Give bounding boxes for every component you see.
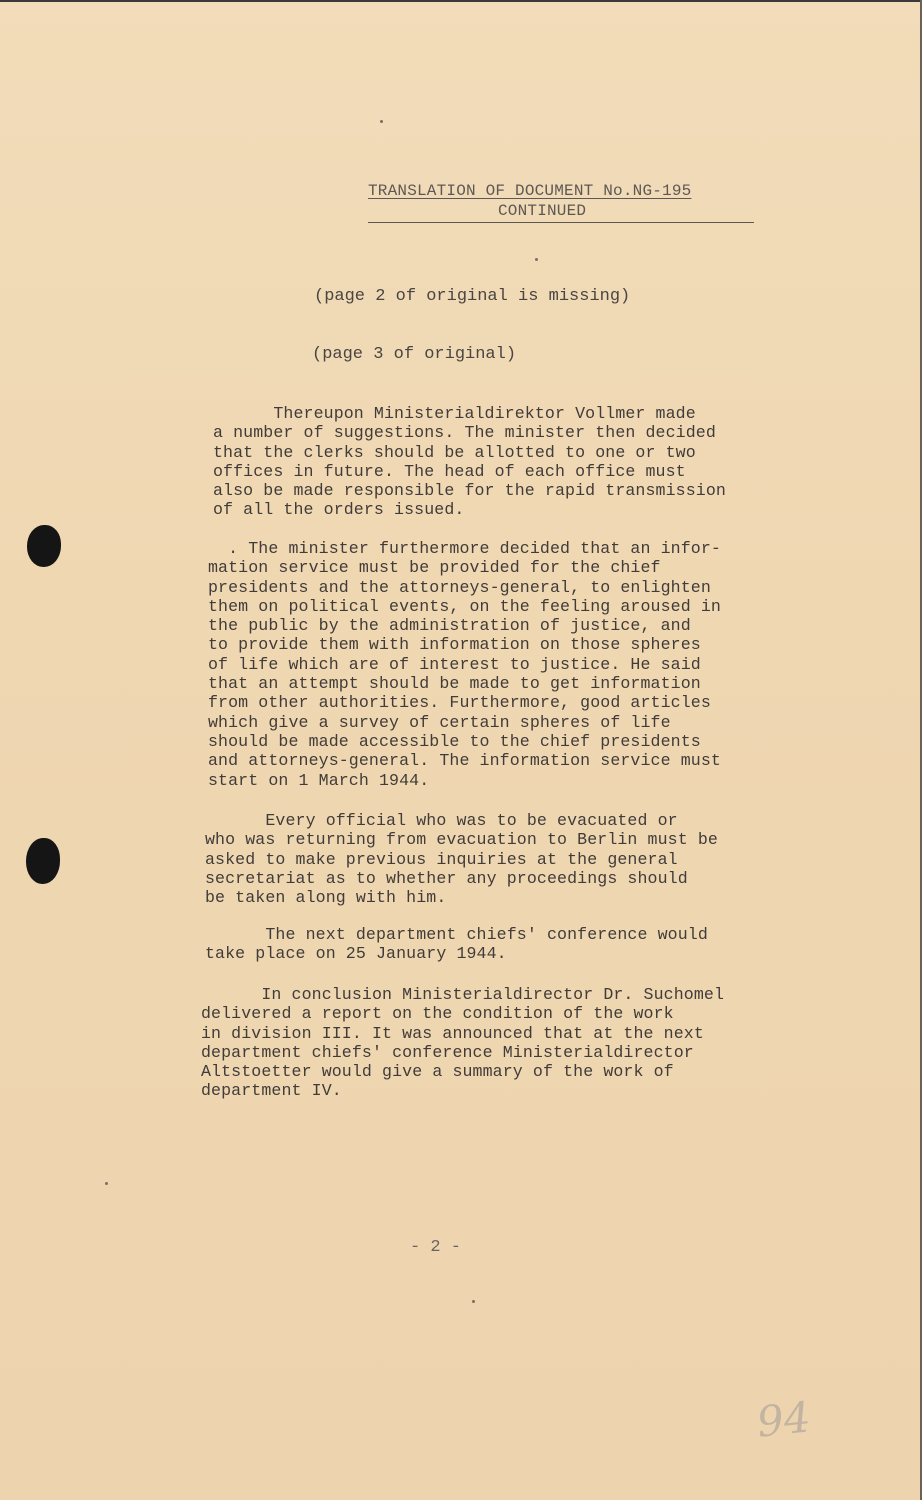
paragraph-evacuation: Every official who was to be evacuated or who was returning from evacuation to Berlin must be asked to make previous inquiries at the general secretariat as to whether any proceedings should be taken along with him. [205, 811, 718, 908]
document-header [368, 181, 691, 221]
original-page-note: (page 3 of original) [312, 345, 517, 364]
scan-speck [472, 1300, 475, 1303]
header-underline [368, 222, 754, 223]
header-subtitle: CONTINUED [498, 202, 587, 220]
paragraph-conclusion: In conclusion Ministerialdirector Dr. Suchomel delivered a report on the condition of the work in division III. It was announced that at the next department chiefs' conference Ministerialdirector Altstoetter would give a summary of the work of department IV. [201, 985, 725, 1101]
header-title: TRANSLATION OF DOCUMENT No.NG-195 [368, 182, 692, 200]
scan-speck [105, 1182, 108, 1185]
punch-hole-upper [27, 525, 61, 567]
scan-speck [380, 120, 383, 123]
scan-edge-top [0, 0, 922, 2]
paragraph-next-conference: The next department chiefs' conference would take place on 25 January 1944. [205, 925, 708, 964]
page-number: - 2 - [410, 1238, 462, 1257]
handwritten-page-mark: 94 [754, 1392, 813, 1447]
punch-hole-lower [26, 838, 60, 884]
paragraph-information-service: . The minister furthermore decided that an infor- mation service must be provided for the chief presidents and the attorneys-general, to enlighten them on political events, on the feeling aroused in the public by the administration of justice, and to provide them with information on those spheres of life which are of interest to justice. He said that an attempt should be made to get information from other authorities. Furthermore, good articles which give a survey of certain spheres of life should be made accessible to the chief presidents and attorneys-general. The information service must start on 1 March 1944. [208, 539, 721, 790]
scan-speck [535, 258, 538, 261]
paragraph-suggestions: Thereupon Ministerialdirektor Vollmer made a number of suggestions. The minister then decided that the clerks should be allotted to one or two offices in future. The head of each office must also be made responsible for the rapid transmission of all the orders issued. [213, 404, 726, 520]
missing-page-note: (page 2 of original is missing) [314, 287, 631, 306]
